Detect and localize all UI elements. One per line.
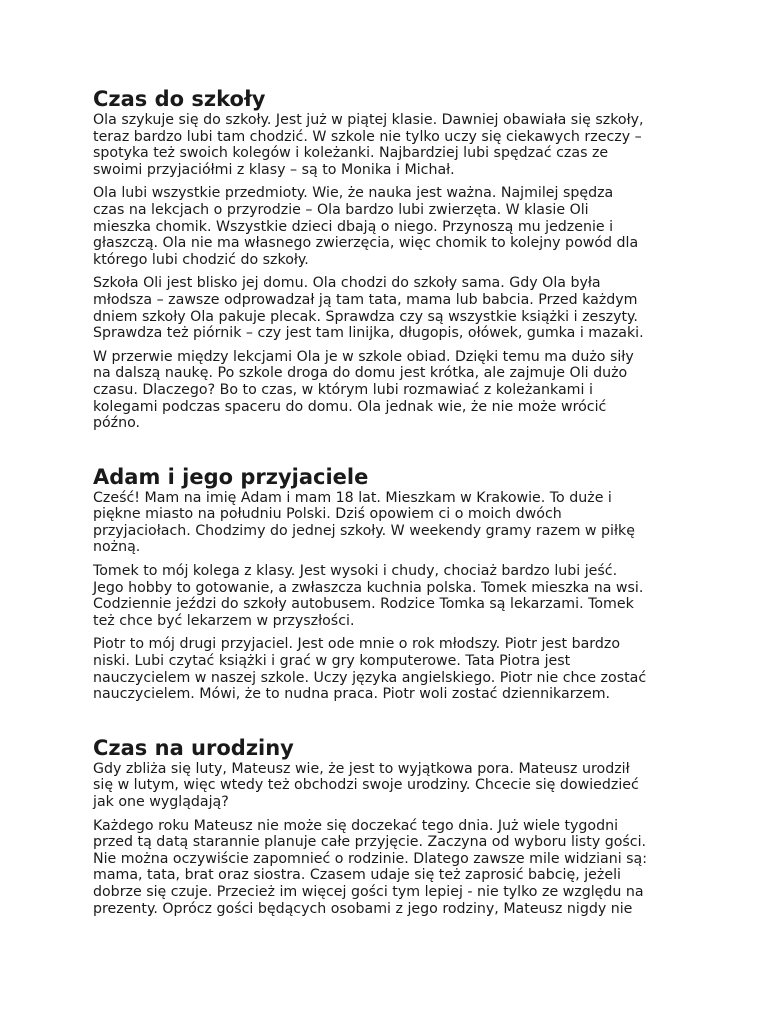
text-line: Jego hobby to gotowanie, a zwłaszcza kuchnia polska. Tomek mieszka na wsi.	[93, 579, 644, 596]
text-line: Ola lubi wszystkie przedmioty. Wie, że nauka jest ważna. Najmilej spędza	[93, 185, 614, 202]
text-line: przed tą datą starannie planuje całe przyjęcie. Zaczyna od wyboru listy gości.	[93, 834, 647, 851]
text-line: swoimi przyjaciółmi z klasy – są to Monika i Michał.	[93, 161, 455, 178]
section-title: Czas do szkoły	[93, 87, 266, 111]
text-line: głaszczą. Ola nie ma własnego zwierzęcia, więc chomik to kolejny powód dla	[93, 235, 639, 252]
text-line: mieszka chomik. Wszystkie dzieci dbają o niego. Przynoszą mu jedzenie i	[93, 218, 614, 235]
text-line: czas na lekcjach o przyrodzie – Ola bardzo lubi zwierzęta. W klasie Oli	[93, 201, 589, 218]
paragraph	[93, 761, 683, 811]
section-title: Adam i jego przyjaciele	[93, 464, 369, 489]
paragraph	[93, 275, 683, 341]
text-line: późno.	[93, 415, 141, 432]
section-czas-do-szkoly	[93, 86, 683, 432]
text-line: dniem szkoły Ola pakuje plecak. Sprawdza czy są wszystkie książki i zeszyty.	[93, 308, 638, 325]
text-line: dobrze się czuje. Przecież im więcej gości tym lepiej - nie tylko ze względu na	[93, 883, 644, 900]
text-line: Nie można oczywiście zapomnieć o rodzinie. Dlatego zawsze mile widziani są:	[93, 850, 648, 867]
text-line: piękne miasto na południu Polski. Dziś opowiem ci o moich dwóch	[93, 506, 562, 523]
paragraph	[93, 636, 683, 702]
text-line: nauczycielem. Mówi, że to nudna praca. Piotr woli zostać dziennikarzem.	[93, 686, 611, 703]
text-line: Ola szykuje się do szkoły. Jest już w piątej klasie. Dawniej obawiała się szkoły,	[93, 112, 644, 128]
text-line: młodsza – zawsze odprowadzał ją tam tata, mama lub babcia. Przed każdym	[93, 291, 638, 308]
text-line: niski. Lubi czytać książki i grać w gry komputerowe. Tata Piotra jest	[93, 653, 571, 670]
text-line: kolegami podczas spaceru do domu. Ola jednak wie, że nie może wrócić	[93, 398, 607, 415]
paragraph	[93, 490, 683, 556]
paragraph	[93, 349, 683, 432]
text-line: spotyka też swoich kolegów i koleżanki. Najbardziej lubi spędzać czas ze	[93, 145, 609, 162]
text-line: W przerwie między lekcjami Ola je w szkole obiad. Dzięki temu ma dużo siły	[93, 348, 634, 365]
text-line: Gdy zbliża się luty, Mateusz wie, że jest to wyjątkowa pora. Mateusz urodził	[93, 760, 630, 777]
text-line: Szkoła Oli jest blisko jej domu. Ola chodzi do szkoły sama. Gdy Ola była	[93, 275, 601, 292]
text-line: też chce być lekarzem w przyszłości.	[93, 612, 355, 629]
text-line: nauczycielem w naszej szkole. Uczy języka angielskiego. Piotr nie chce zostać	[93, 669, 647, 686]
text-line: nożną.	[93, 539, 141, 556]
text-line: którego lubi chodzić do szkoły.	[93, 251, 309, 268]
paragraph	[93, 818, 683, 918]
text-line: czasu. Dlaczego? Bo to czas, w którym lubi rozmawiać z koleżankami i	[93, 381, 593, 398]
paragraph	[93, 563, 683, 629]
text-line: się w lutym, więc wtedy też obchodzi swoje urodziny. Chcecie się dowiedzieć	[93, 777, 639, 794]
text-line: Codziennie jeździ do szkoły autobusem. Rodzice Tomka są lekarzami. Tomek	[93, 596, 634, 613]
text-line: na dalszą naukę. Po szkole droga do domu jest krótka, ale zajmuje Oli dużo	[93, 365, 628, 382]
section-adam-i-jego-przyjaciele	[93, 464, 683, 703]
text-line: Tomek to mój kolega z klasy. Jest wysoki i chudy, chociaż bardzo lubi jeść.	[93, 563, 618, 580]
text-line: Cześć! Mam na imię Adam i mam 18 lat. Mieszkam w Krakowie. To duże i	[93, 489, 612, 506]
text-line: jak one wyglądają?	[93, 794, 229, 810]
text-line: mama, tata, brat oraz siostra. Czasem udaje się też zaprosić babcię, jeżeli	[93, 867, 621, 884]
text-line: Sprawdza też piórnik – czy jest tam linijka, długopis, ołówek, gumka i mazaki.	[93, 325, 644, 342]
text-line: przyjaciołach. Chodzimy do jednej szkoły. W weekendy gramy razem w piłkę	[93, 522, 635, 539]
section-title: Czas na urodziny	[93, 735, 294, 760]
paragraph	[93, 112, 683, 178]
text-line: prezenty. Oprócz gości będących osobami z jego rodziny, Mateusz nigdy nie	[93, 900, 633, 917]
section-czas-na-urodziny	[93, 735, 683, 917]
document-page	[93, 86, 683, 917]
text-line: Piotr to mój drugi przyjaciel. Jest ode mnie o rok młodszy. Piotr jest bardzo	[93, 636, 621, 653]
text-line: Każdego roku Mateusz nie może się doczekać tego dnia. Już wiele tygodni	[93, 817, 619, 834]
text-line: teraz bardzo lubi tam chodzić. W szkole nie tylko uczy się ciekawych rzeczy –	[93, 128, 642, 145]
paragraph	[93, 185, 683, 268]
